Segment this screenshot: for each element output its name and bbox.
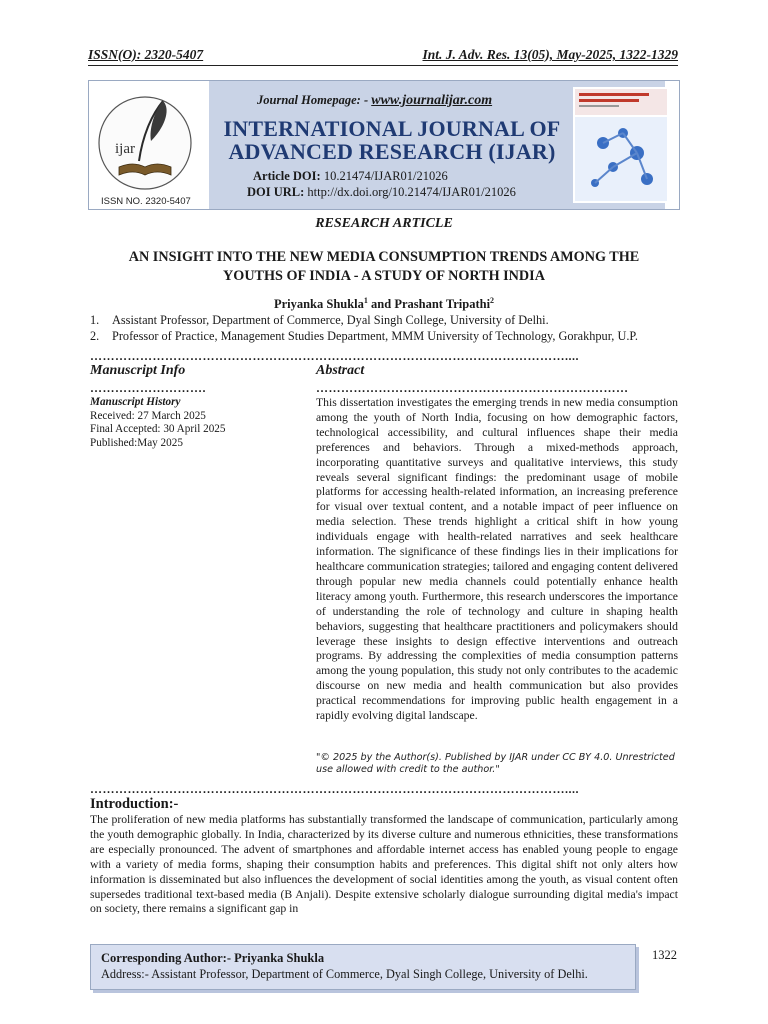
journal-cover-thumbnail bbox=[573, 87, 669, 203]
paper-title-line-2: YOUTHS OF INDIA - A STUDY OF NORTH INDIA bbox=[223, 268, 545, 284]
page-number: 1322 bbox=[652, 948, 677, 962]
dotted-divider-left: ………………………. bbox=[90, 382, 206, 394]
quill-book-logo-icon bbox=[93, 83, 205, 207]
manuscript-info-heading: Manuscript Info bbox=[90, 363, 186, 378]
author-joiner: and bbox=[367, 297, 395, 312]
issn-number: ISSN NO. 2320-5407 bbox=[101, 196, 191, 207]
journal-logo bbox=[93, 83, 205, 207]
author-2-affil: 2 bbox=[490, 296, 495, 305]
corresponding-author-box bbox=[90, 944, 636, 990]
abstract-body: This dissertation investigates the emerging trends in new media consumption among the youth of North India, focusing on how demographic factors, technological accessibility, and cultural influences shape their media preferences and behaviors. Through a mixed-methods approach, incorporating quantitative surveys and qualitative interviews, this study reveals several significant findings: the predominant usage of mobile platforms for accessing health-related information, an increasing preference for visual over textual content, and a notable impact of peer influence on media selection. These trends highlight a critical shift in how young individuals engage with health-related narratives and seek healthcare information. The significance of these findings lies in their implications for healthcare communication strategies; tailored and engaging content delivered through popular new media channels could potentially enhance health literacy among youth. Furthermore, this research underscores the importance of understanding the role of technology and culture in shaping health behaviors, suggesting that healthcare practitioners and policymakers should leverage these insights to design effective interventions and outreach programs. By addressing the complexities of media consumption patterns among the young population, this study not only contributes to the academic discourse on new media and health communication but also provides practical recommendations for improving public health engagement in a rapidly evolving digital landscape. bbox=[316, 396, 678, 723]
manuscript-history-label: Manuscript History bbox=[90, 396, 181, 408]
author-1: Priyanka Shukla bbox=[273, 297, 364, 312]
affiliation-1 bbox=[90, 312, 680, 328]
affiliations bbox=[90, 312, 680, 344]
journal-title bbox=[217, 117, 567, 163]
license-note: "© 2025 by the Author(s). Published by IJAR under CC BY 4.0. Unrestricted use allowed with credit to the author." bbox=[316, 752, 675, 775]
corresponding-author-address: Address:- Assistant Professor, Department of Commerce, Dyal Singh College, University of Delhi. bbox=[101, 967, 588, 981]
manuscript-info bbox=[90, 396, 290, 450]
author-2: Prashant Tripathi bbox=[394, 297, 491, 312]
dotted-divider-top: …………………………………………………………………………………………………….... bbox=[90, 350, 579, 362]
affiliation-text: Professor of Practice, Management Studies Department, MMM University of Technology, Gorakhpur, U.P. bbox=[112, 329, 638, 343]
affiliation-num: 1. bbox=[90, 313, 100, 327]
paper-title bbox=[100, 248, 668, 286]
journal-title-line-1: INTERNATIONAL JOURNAL OF bbox=[223, 116, 561, 141]
received-date: Received: 27 March 2025 bbox=[90, 409, 206, 422]
homepage-label: Journal Homepage: - bbox=[257, 93, 369, 107]
affiliation-2 bbox=[90, 328, 680, 344]
doi-url bbox=[247, 185, 516, 200]
author-1-affil: 1 bbox=[363, 296, 368, 305]
issn-header: ISSN(O): 2320-5407 bbox=[88, 47, 204, 62]
paper-title-line-1: AN INSIGHT INTO THE NEW MEDIA CONSUMPTION TRENDS AMONG THE bbox=[128, 249, 640, 265]
journal-homepage bbox=[257, 93, 492, 109]
journal-masthead bbox=[88, 80, 680, 210]
corresponding-author-name: Corresponding Author:- Priyanka Shukla bbox=[101, 951, 325, 965]
affiliation-text: Assistant Professor, Department of Commerce, Dyal Singh College, University of Delhi. bbox=[112, 313, 549, 327]
homepage-link[interactable]: www.journalijar.com bbox=[371, 93, 493, 108]
doi-url-label: DOI URL: bbox=[247, 185, 305, 199]
published-date: Published:May 2025 bbox=[90, 436, 183, 449]
citation-header: Int. J. Adv. Res. 13(05), May-2025, 1322-1329 bbox=[422, 47, 678, 62]
running-header bbox=[88, 45, 678, 66]
logo-text: ijar bbox=[115, 141, 135, 157]
dotted-divider-right: ………………………………………………………………… bbox=[316, 382, 629, 394]
introduction-body: The proliferation of new media platforms has substantially transformed the landscape of communication, particularly among the youth demographic globally. In India, characterized by its diverse culture and numerous ethnicities, these transformations are especially pronounced. The advent of smartphones and affordable internet access has enabled young people to engage with a variety of media forms, shaping their consumption habits and preferences. This digital shift not only alters how information is disseminated but also influences the development of social identities among the youth, as visual content often supersedes traditional text-based media (B Anjali). Despite extensive scholarly dialogue surrounding digital media's impact on society, there remains a significant gap in bbox=[90, 813, 678, 916]
doi-label: Article DOI: bbox=[253, 169, 321, 183]
article-doi bbox=[253, 169, 448, 184]
doi-url-link[interactable]: http://dx.doi.org/10.21474/IJAR01/21026 bbox=[307, 185, 516, 199]
affiliation-num: 2. bbox=[90, 329, 100, 343]
accepted-date: Final Accepted: 30 April 2025 bbox=[90, 423, 226, 435]
introduction-heading: Introduction:- bbox=[90, 796, 179, 812]
doi-value: 10.21474/IJAR01/21026 bbox=[323, 169, 448, 183]
authors bbox=[0, 296, 768, 312]
article-type: RESEARCH ARTICLE bbox=[315, 216, 453, 231]
molecule-cover-icon bbox=[573, 87, 669, 203]
abstract-heading: Abstract bbox=[316, 363, 365, 378]
dotted-divider-bottom: …………………………………………………………………………………………………….... bbox=[90, 783, 579, 795]
journal-title-line-2: ADVANCED RESEARCH (IJAR) bbox=[228, 139, 556, 164]
